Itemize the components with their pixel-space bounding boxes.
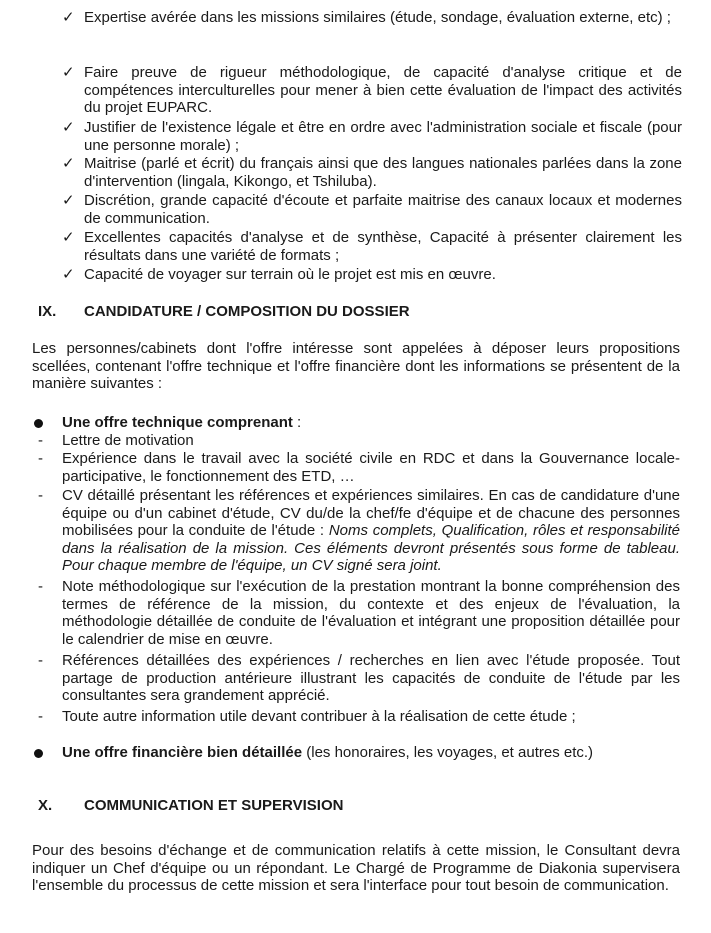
requirement-text: Excellentes capacités d'analyse et de synthèse, Capacité à présenter clairement les résultats dans une variété de formats ; [84,229,682,264]
list-item [38,487,680,575]
dash-marker: - [38,578,43,595]
list-item [38,578,680,648]
technical-offer-label: Une offre technique comprenant [62,414,293,431]
list-item-text: Note méthodologique sur l'exécution de la prestation montrant la bonne compréhension des termes de référence de la mission, du contexte et des enjeux de l'évaluation, la méthodologie détaillée de conduite de l'évaluation et intégrant une proposition détaillée pour le calendrier de mise en œuvre. [62,578,680,648]
section-intro: Les personnes/cabinets dont l'offre intéresse sont appelées à déposer leurs propositions scellées, contenant l'offre technique et l'offre financière dont les informations se présentent de la manière suivantes : [32,340,680,392]
section-number: X. [38,797,53,814]
section-number: IX. [38,303,57,320]
checkmark-icon: ✓ [62,266,75,283]
dash-marker: - [38,652,43,669]
requirement-text: Justifier de l'existence légale et être en ordre avec l'administration sociale et fiscale (pour une personne morale) ; [84,119,682,154]
checkmark-icon: ✓ [62,9,75,26]
financial-offer-bullet [32,744,682,762]
list-item-text: Références détaillées des expériences / recherches en lien avec l'étude proposée. Tout partage de production antérieure illustrant les capacités de conduite de l'étude par les consultantes sera grandement apprécié. [62,652,680,704]
section-body: Pour des besoins d'échange et de communication relatifs à cette mission, le Consultant devra indiquer un Chef d'équipe ou un répondant. Le Chargé de Programme de Diakonia supervisera l'ensemble du processus de cette mission et sera l'interface pour tout besoin de communication. [32,842,680,894]
bullet-icon [34,749,43,758]
checkmark-icon: ✓ [62,229,75,246]
requirement-item [62,119,682,154]
checkmark-icon: ✓ [62,64,75,81]
requirement-text: Maitrise (parlé et écrit) du français ainsi que des langues nationales parlées dans la zone d'intervention (lingala, Kikongo, et Tshiluba). [84,155,682,190]
requirement-text: Discrétion, grande capacité d'écoute et parfaite maitrise des canaux locaux et modernes de communication. [84,192,682,227]
requirement-item [62,192,682,227]
dash-marker: - [38,708,43,725]
technical-offer-suffix: : [292,414,302,431]
dash-marker: - [38,487,43,504]
dash-marker: - [38,450,43,467]
technical-offer-bullet [32,414,682,432]
cv-text: CV détaillé présentant les références et expériences similaires. En cas de candidature d'une équipe ou d'un cabinet d'étude, CV du/de la chef/fe d'équipe et de chacune des personnes mobilisées pour la conduite de l'étude : [62,487,680,539]
requirement-text: Expertise avérée dans les missions similaires (étude, sondage, évaluation externe, etc) ; [84,9,671,26]
list-item-text [62,487,680,575]
list-item-text: Lettre de motivation [62,432,194,449]
cv-italic-text: Noms complets, Qualification, rôles et responsabilité dans la réalisation de la mission. Ces éléments devront présentés sous forme de tableau. Pour chaque membre de l'équipe, un CV signé sera joint. [62,522,680,574]
financial-offer-label: Une offre financière bien détaillée [62,744,303,761]
section-title: CANDIDATURE / COMPOSITION DU DOSSIER [84,303,410,320]
checkmark-icon: ✓ [62,155,75,172]
financial-offer-suffix: (les honoraires, les voyages, et autres etc.) [302,744,594,761]
requirement-text: Faire preuve de rigueur méthodologique, de capacité d'analyse critique et de compétences interculturelles pour mener à bien cette évaluation de l'impact des activités du projet EUPARC. [84,64,682,116]
list-item-text: Expérience dans le travail avec la société civile en RDC et dans la Gouvernance locale-participative, le fonctionnement des ETD, … [62,450,680,485]
requirement-text: Capacité de voyager sur terrain où le projet est mis en œuvre. [84,266,496,283]
list-item-text: Toute autre information utile devant contribuer à la réalisation de cette étude ; [62,708,576,725]
bullet-icon [34,419,43,428]
requirement-item [62,9,682,27]
requirement-item [62,229,682,264]
list-item [38,708,680,726]
requirement-item [62,155,682,190]
requirement-item [62,64,682,117]
checkmark-icon: ✓ [62,192,75,209]
dash-marker: - [38,432,43,449]
checkmark-icon: ✓ [62,119,75,136]
section-title: COMMUNICATION ET SUPERVISION [84,797,344,814]
requirement-item [62,266,682,284]
list-item [38,432,680,450]
section-heading [38,797,343,815]
list-item [38,652,680,705]
section-heading [38,303,410,321]
list-item [38,450,680,485]
